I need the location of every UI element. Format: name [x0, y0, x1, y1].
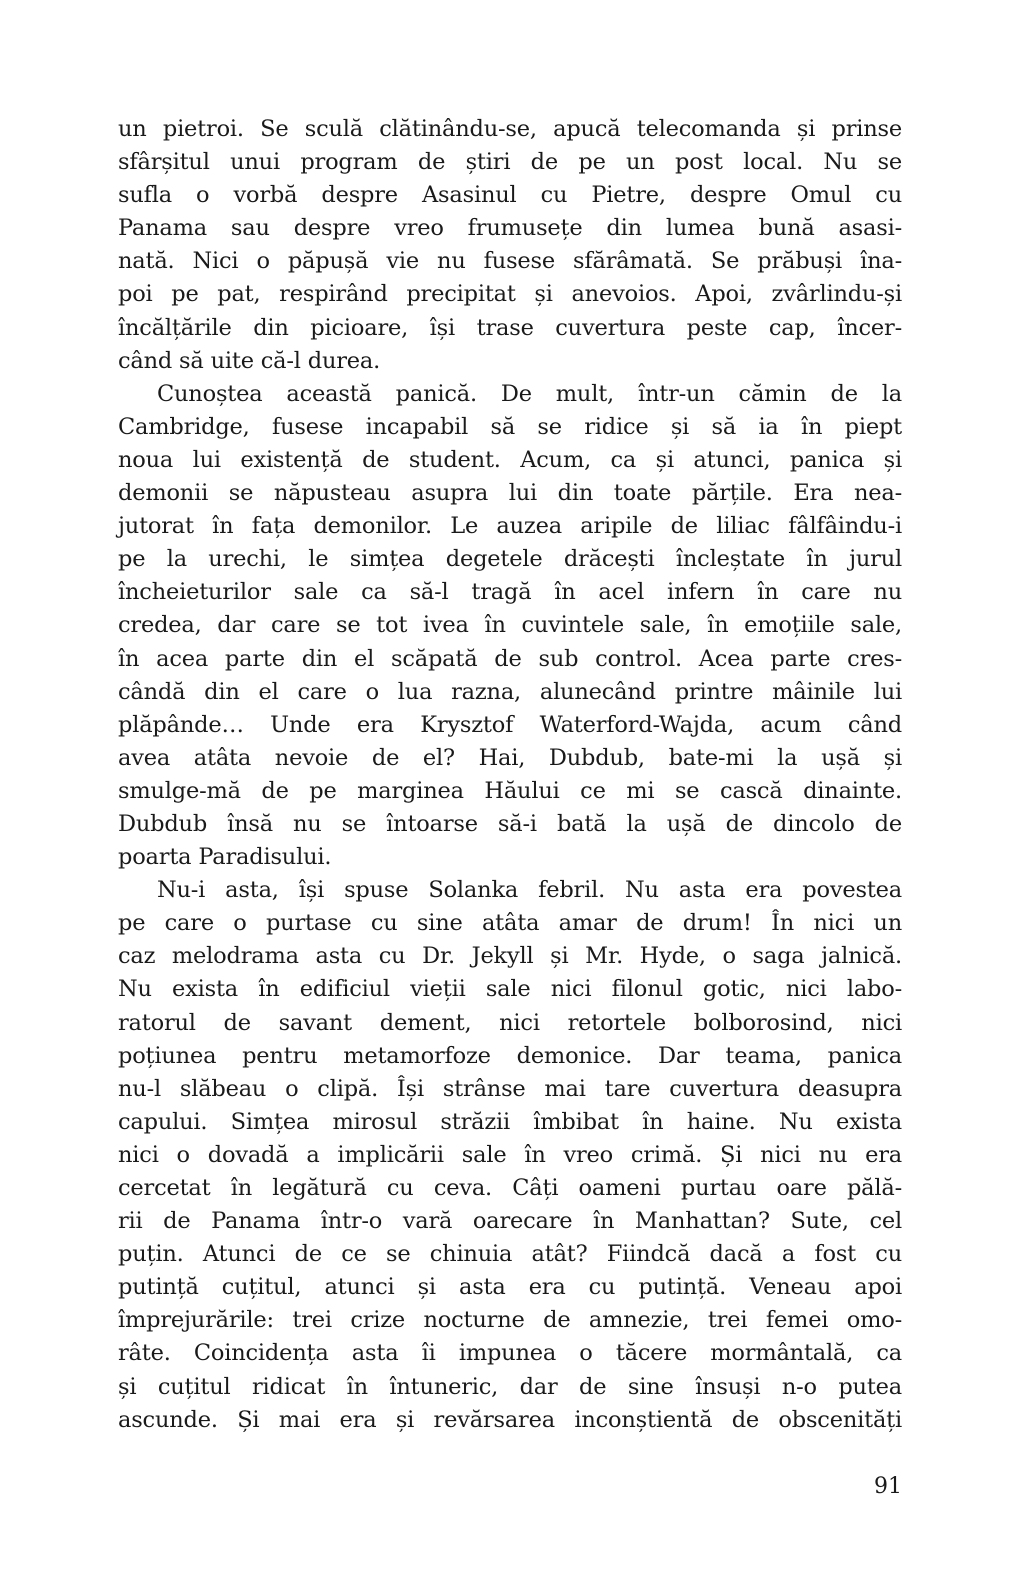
text-line: nată. Nici o păpușă vie nu fusese sfărâmată. Se prăbuși îna- [118, 248, 902, 275]
text-line: avea atâta nevoie de el? Hai, Dubdub, bate-mi la ușă și [118, 744, 902, 771]
body-text [118, 113, 902, 1437]
text-line: jutorat în fața demonilor. Le auzea aripile de liliac fâlfâindu-i [118, 513, 902, 540]
text-line: pe care o purtase cu sine atâta amar de drum! În nici un [118, 910, 902, 937]
text-line: și cuțitul ridicat în întuneric, dar de sine însuși n-o putea [118, 1373, 902, 1400]
text-line: caz melodrama asta cu Dr. Jekyll și Mr. Hyde, o saga jalnică. [118, 943, 902, 970]
text-line: noua lui existență de student. Acum, ca și atunci, panica și [118, 446, 902, 473]
text-line: cândă din el care o lua razna, alunecând printre mâinile lui [118, 678, 902, 705]
text-line: cercetat în legătură cu ceva. Câți oameni purtau oare pălă- [118, 1175, 902, 1201]
text-line: nu-l slăbeau o clipă. Își strânse mai tare cuvertura deasupra [118, 1075, 902, 1102]
text-line: smulge-mă de pe marginea Hăului ce mi se cască dinainte. [118, 777, 902, 804]
text-line: încheieturilor sale ca să-l tragă în acel infern în care nu [118, 579, 902, 606]
text-line: credea, dar care se tot ivea în cuvintele sale, în emoțiile sale, [118, 612, 902, 639]
text-line: în acea parte din el scăpată de sub control. Acea parte cres- [118, 645, 902, 672]
text-line: Nu exista în edificiul vieții sale nici filonul gotic, nici labo- [118, 976, 902, 1003]
text-line: Nu-i asta, își spuse Solanka febril. Nu asta era povestea [157, 877, 902, 904]
text-line: râte. Coincidența asta îi impunea o tăcere mormântală, ca [118, 1340, 902, 1367]
text-line: plăpânde… Unde era Krysztof Waterford-Wajda, acum când [118, 711, 902, 738]
text-line: demonii se năpusteau asupra lui din toate părțile. Era nea- [118, 480, 902, 507]
text-line: Panama sau despre vreo frumusețe din lumea bună asasi- [118, 215, 902, 242]
text-line: sufla o vorbă despre Asasinul cu Pietre, despre Omul cu [118, 182, 902, 209]
text-line: un pietroi. Se sculă clătinându-se, apucă telecomanda și prinse [118, 116, 902, 142]
text-line: putință cuțitul, atunci și asta era cu putință. Veneau apoi [118, 1274, 902, 1301]
text-line: poi pe pat, respirând precipitat și anevoios. Apoi, zvârlindu-și [118, 281, 902, 308]
text-line: ratorul de savant dement, nici retortele bolborosind, nici [118, 1009, 902, 1036]
text-line: Dubdub însă nu se întoarse să-i bată la ușă de dincolo de [118, 810, 902, 837]
text-line: puțin. Atunci de ce se chinuia atât? Fiindcă dacă a fost cu [118, 1241, 902, 1268]
text-line: ascunde. Și mai era și revărsarea inconștientă de obscenități [118, 1406, 902, 1433]
text-line: Cunoștea această panică. De mult, într-un cămin de la [157, 380, 902, 407]
text-line: Cambridge, fusese incapabil să se ridice și să ia în piept [118, 413, 902, 440]
text-line: pe la urechi, le simțea degetele drăcești încleștate în jurul [118, 546, 902, 573]
text-line: împrejurările: trei crize nocturne de amnezie, trei femei omo- [118, 1307, 902, 1334]
page-number: 91 [874, 1474, 902, 1499]
text-line: capului. Simțea mirosul străzii îmbibat în haine. Nu exista [118, 1108, 902, 1135]
text-line: rii de Panama într-o vară oarecare în Manhattan? Sute, cel [118, 1208, 902, 1235]
text-line: poțiunea pentru metamorfoze demonice. Dar teama, panica [118, 1042, 902, 1069]
text-line: poarta Paradisului. [118, 844, 332, 871]
text-line: când să uite că-l durea. [118, 347, 381, 374]
text-line: încălțările din picioare, își trase cuvertura peste cap, încer- [118, 314, 902, 341]
text-line: sfârșitul unui program de știri de pe un post local. Nu se [118, 149, 902, 176]
text-line: nici o dovadă a implicării sale în vreo crimă. Și nici nu era [118, 1141, 902, 1168]
